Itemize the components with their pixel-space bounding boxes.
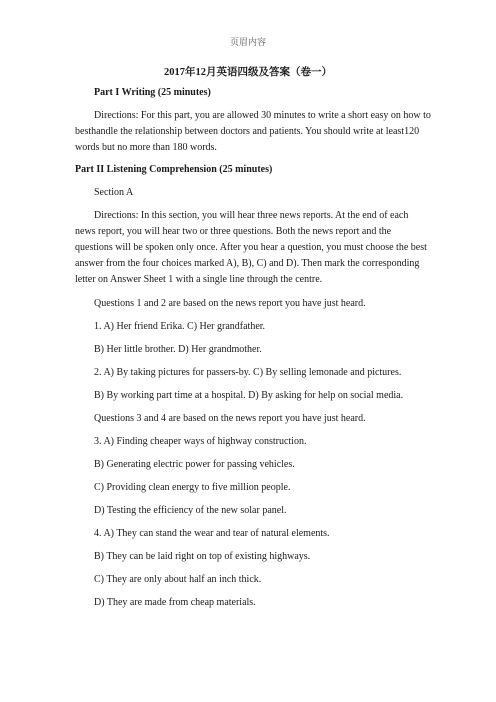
page-header: 页眉内容: [229, 37, 266, 47]
question-line: 1. A) Her friend Erika. C) Her grandfather.: [94, 321, 266, 332]
question-line: B) Generating electric power for passing vehicles.: [94, 459, 295, 470]
part1-heading: Part I Writing (25 minutes): [94, 87, 211, 98]
question-line: 3. A) Finding cheaper ways of highway construction.: [94, 436, 307, 447]
question-line: C) They are only about half an inch thick.: [94, 574, 262, 585]
document-title: 2017年12月英语四级及答案（卷一）: [164, 67, 332, 78]
question-line: Questions 3 and 4 are based on the news report you have just heard.: [94, 413, 366, 424]
section-a-label: Section A: [94, 187, 134, 198]
question-line: C) Providing clean energy to five million people.: [94, 482, 291, 493]
question-line: Questions 1 and 2 are based on the news report you have just heard.: [94, 298, 366, 309]
part2-heading: Part II Listening Comprehension (25 minutes): [75, 164, 273, 175]
question-line: 4. A) They can stand the wear and tear of natural elements.: [94, 528, 330, 539]
question-line: D) Testing the efficiency of the new solar panel.: [94, 505, 287, 516]
question-line: B) Her little brother. D) Her grandmother.: [94, 344, 262, 355]
question-line: B) By working part time at a hospital. D) By asking for help on social media.: [94, 390, 404, 401]
part1-directions: Directions: For this part, you are allowed 30 minutes to write a short easy on how to besthandle the relationship between doctors and patients. You should write at least120 words but no more than 180 words.: [75, 110, 431, 153]
question-line: B) They can be laid right on top of existing highways.: [94, 551, 311, 562]
question-line: D) They are made from cheap materials.: [94, 597, 256, 608]
question-line: 2. A) By taking pictures for passers-by. C) By selling lemonade and pictures.: [94, 367, 402, 378]
part2-directions: Directions: In this section, you will hear three news reports. At the end of each news report, you will hear two or three questions. Both the news report and the questions will be spoken only once. After you hear a question, you must choose the best answer from the four choices marked A), B), C) and D). Then mark the corresponding letter on Answer Sheet 1 with a single line through the centre.: [75, 210, 427, 285]
